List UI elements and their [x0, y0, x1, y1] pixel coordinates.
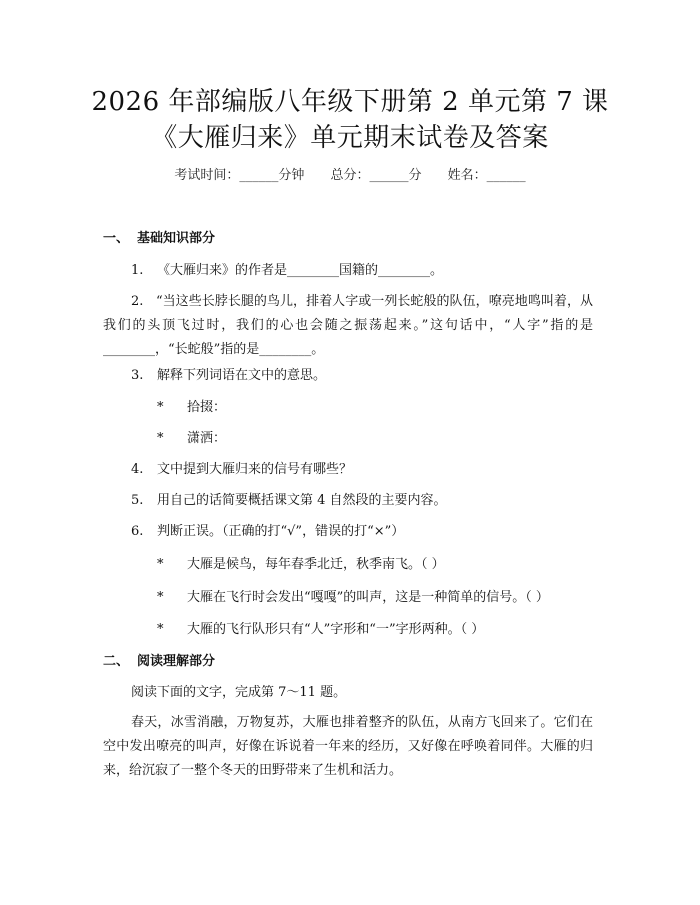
question-text: 《大雁归来》的作者是________国籍的________。 — [157, 263, 444, 278]
bullet: * — [157, 400, 164, 415]
question-number: 4. — [131, 462, 144, 477]
bullet: * — [157, 622, 164, 637]
question-number: 6. — [131, 524, 144, 539]
question-3 — [131, 366, 326, 386]
section-1-heading — [103, 229, 215, 249]
question-5 — [131, 491, 447, 511]
question-text: 文中提到大雁归来的信号有哪些？ — [157, 462, 353, 477]
exam-info — [0, 166, 700, 186]
question-number: 2. — [131, 294, 144, 309]
q6-item-2 — [157, 588, 549, 608]
question-4 — [131, 460, 352, 480]
item-text: 拾掇： — [187, 400, 227, 415]
section-2-heading — [103, 652, 215, 672]
item-text: 潇洒： — [187, 431, 227, 446]
bullet: * — [157, 590, 164, 605]
section-title: 阅读理解部分 — [137, 654, 216, 669]
question-number: 5. — [131, 493, 144, 508]
question-text: 用自己的话简要概括课文第 4 自然段的主要内容。 — [157, 493, 447, 508]
question-text: 判断正误。（正确的打“√”，错误的打“×”） — [157, 524, 405, 539]
exam-name: 姓名：______ — [447, 168, 526, 183]
title-line-1: 2026 年部编版八年级下册第 2 单元第 7 课 — [91, 87, 609, 117]
item-text: 大雁是候鸟，每年春季北迁，秋季南飞。（ ） — [187, 557, 445, 572]
exam-time: 考试时间：______分钟 — [174, 168, 305, 183]
section-number: 一、 — [103, 231, 130, 246]
item-text: 大雁在飞行时会发出“嘎嘎”的叫声，这是一种简单的信号。（ ） — [187, 590, 549, 605]
exam-score: 总分：______分 — [330, 168, 422, 183]
q3-item-2 — [157, 429, 226, 449]
reading-passage: 春天，冰雪消融，万物复苏，大雁也排着整齐的队伍，从南方飞回来了。它们在空中发出嘹亮的叫声，好像在诉说着一年来的经历，又好像在呼唤着同伴。大雁的归来，给沉寂了一整个冬天的田野带来了生机和活力。 — [103, 715, 593, 778]
bullet: * — [157, 557, 164, 572]
question-text: 解释下列词语在文中的意思。 — [157, 368, 327, 383]
q3-item-1 — [157, 398, 226, 418]
q6-item-3 — [157, 620, 484, 640]
question-1 — [131, 261, 443, 281]
question-2 — [103, 290, 593, 362]
question-text: “当这些长脖长腿的鸟儿，排着人字或一列长蛇般的队伍，嘹亮地鸣叫着，从我们的头顶飞过时，我们的心也会随之振荡起来。”这句话中，“人字”指的是________，“长蛇般”指的是________。 — [103, 294, 593, 357]
bullet: * — [157, 431, 164, 446]
question-6 — [131, 522, 404, 542]
item-text: 大雁的飞行队形只有“人”字形和“一”字形两种。（ ） — [187, 622, 485, 637]
section-number: 二、 — [103, 654, 130, 669]
q6-item-1 — [157, 555, 445, 575]
section-title: 基础知识部分 — [137, 231, 216, 246]
question-number: 3. — [131, 368, 144, 383]
reading-intro: 阅读下面的文字，完成第 7～11 题。 — [131, 685, 347, 700]
question-number: 1. — [131, 263, 144, 278]
title-line-2: 《大雁归来》单元期末试卷及答案 — [151, 123, 549, 153]
